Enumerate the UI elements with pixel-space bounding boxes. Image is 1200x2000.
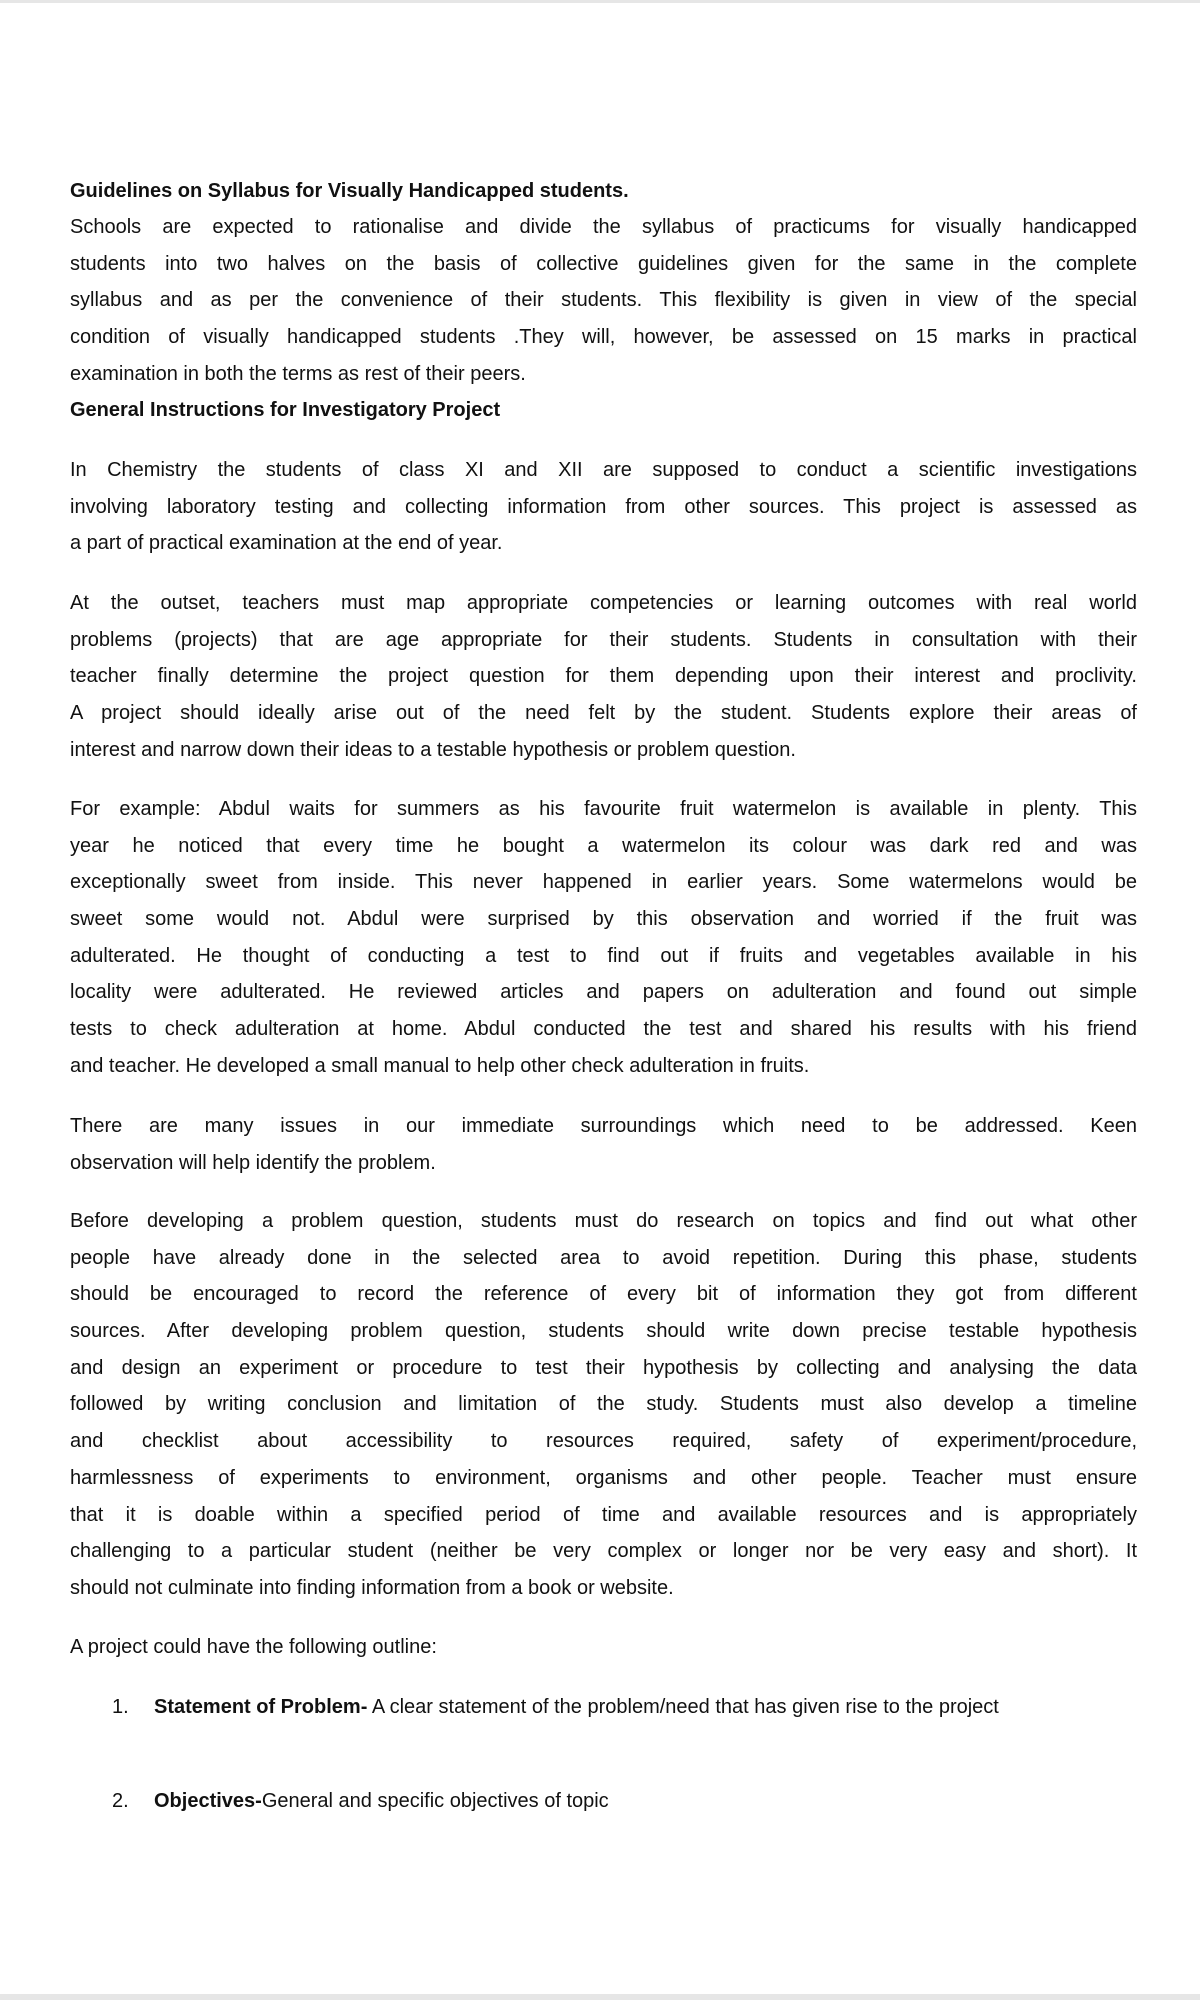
text-line: involving laboratory testing and collecting information from other sources. This project is assessed as [70,495,1137,518]
text-line: adulterated. He thought of conducting a test to find out if fruits and vegetables available in his [70,944,1137,967]
heading-text: Guidelines on Syllabus for Visually Handicapped students. [70,180,629,202]
text-line: year he noticed that every time he bought a watermelon its colour was dark red and was [70,834,1137,857]
text-line: teacher finally determine the project question for them depending upon their interest and proclivity. [70,665,1137,688]
text-line: exceptionally sweet from inside. This never happened in earlier years. Some watermelons would be [70,871,1137,894]
text-line: syllabus and as per the convenience of their students. This flexibility is given in view of the special [70,289,1137,312]
list-item-title: Objectives- [154,1790,262,1812]
heading-guidelines [70,173,1137,210]
text-line: should not culminate into finding information from a book or website. [70,1576,674,1599]
text-line: problems (projects) that are age appropriate for their students. Students in consultation with their [70,628,1137,651]
text-line: condition of visually handicapped students .They will, however, be assessed on 15 marks in practical [70,326,1137,349]
text-line: and teacher. He developed a small manual to help other check adulteration in fruits. [70,1054,810,1077]
text-line: and checklist about accessibility to resources required, safety of experiment/procedure, [70,1430,1137,1453]
text-line: tests to check adulteration at home. Abdul conducted the test and shared his results with his friend [70,1018,1137,1041]
text-line: and design an experiment or procedure to test their hypothesis by collecting and analysing the data [70,1356,1137,1379]
text-line: At the outset, teachers must map appropriate competencies or learning outcomes with real world [70,592,1137,614]
text-line: Before developing a problem question, students must do research on topics and find out what other [70,1210,1137,1232]
text-line: For example: Abdul waits for summers as his favourite fruit watermelon is available in plenty. This [70,798,1137,820]
paragraph-issues [70,1108,1137,1181]
text-line: Schools are expected to rationalise and divide the syllabus of practicums for visually handicapped [70,216,1137,238]
text-line: should be encouraged to record the reference of every bit of information they got from different [70,1283,1137,1306]
text-line: interest and narrow down their ideas to a testable hypothesis or problem question. [70,738,796,761]
list-item-text: General and specific objectives of topic [261,1790,609,1812]
paragraph-outset [70,585,1137,768]
text-line: students into two halves on the basis of collective guidelines given for the same in the complete [70,252,1137,275]
list-item-title: Statement of Problem- [154,1696,368,1718]
paragraph-research [70,1203,1137,1607]
text-line: There are many issues in our immediate surroundings which need to be addressed. Keen [70,1115,1137,1137]
text-line: A project could have the following outline: [70,1636,437,1658]
paragraph-intro [70,452,1137,562]
page-bottom-edge [0,1994,1200,2000]
text-line: people have already done in the selected area to avoid repetition. During this phase, students [70,1246,1137,1269]
text-line: followed by writing conclusion and limitation of the study. Students must also develop a timeline [70,1393,1137,1416]
text-line: In Chemistry the students of class XI and XII are supposed to conduct a scientific investigations [70,459,1137,481]
paragraph-outline-intro [70,1629,1137,1666]
paragraph-example [70,791,1137,1085]
text-line: sources. After developing problem question, students should write down precise testable hypothesis [70,1320,1137,1343]
paragraph-guidelines [70,209,1137,392]
list-number: 1. [112,1696,129,1718]
text-line: a part of practical examination at the end of year. [70,532,503,555]
heading-investigatory-project [70,392,1137,429]
text-line: examination in both the terms as rest of their peers. [70,362,526,385]
page-top-edge [0,0,1200,3]
text-line: A project should ideally arise out of the need felt by the student. Students explore their areas of [70,702,1137,725]
text-line: sweet some would not. Abdul were surprised by this observation and worried if the fruit was [70,908,1137,931]
text-line: challenging to a particular student (neither be very complex or longer nor be very easy and short). It [70,1540,1137,1563]
list-item-text: A clear statement of the problem/need that has given rise to the project [367,1696,999,1718]
text-line: that it is doable within a specified period of time and available resources and is appropriately [70,1503,1137,1526]
text-line: locality were adulterated. He reviewed articles and papers on adulteration and found out simple [70,981,1137,1004]
heading-text: General Instructions for Investigatory Project [70,399,501,421]
text-line: observation will help identify the problem. [70,1151,436,1174]
text-line: harmlessness of experiments to environment, organisms and other people. Teacher must ensure [70,1466,1137,1489]
list-number: 2. [112,1790,129,1812]
